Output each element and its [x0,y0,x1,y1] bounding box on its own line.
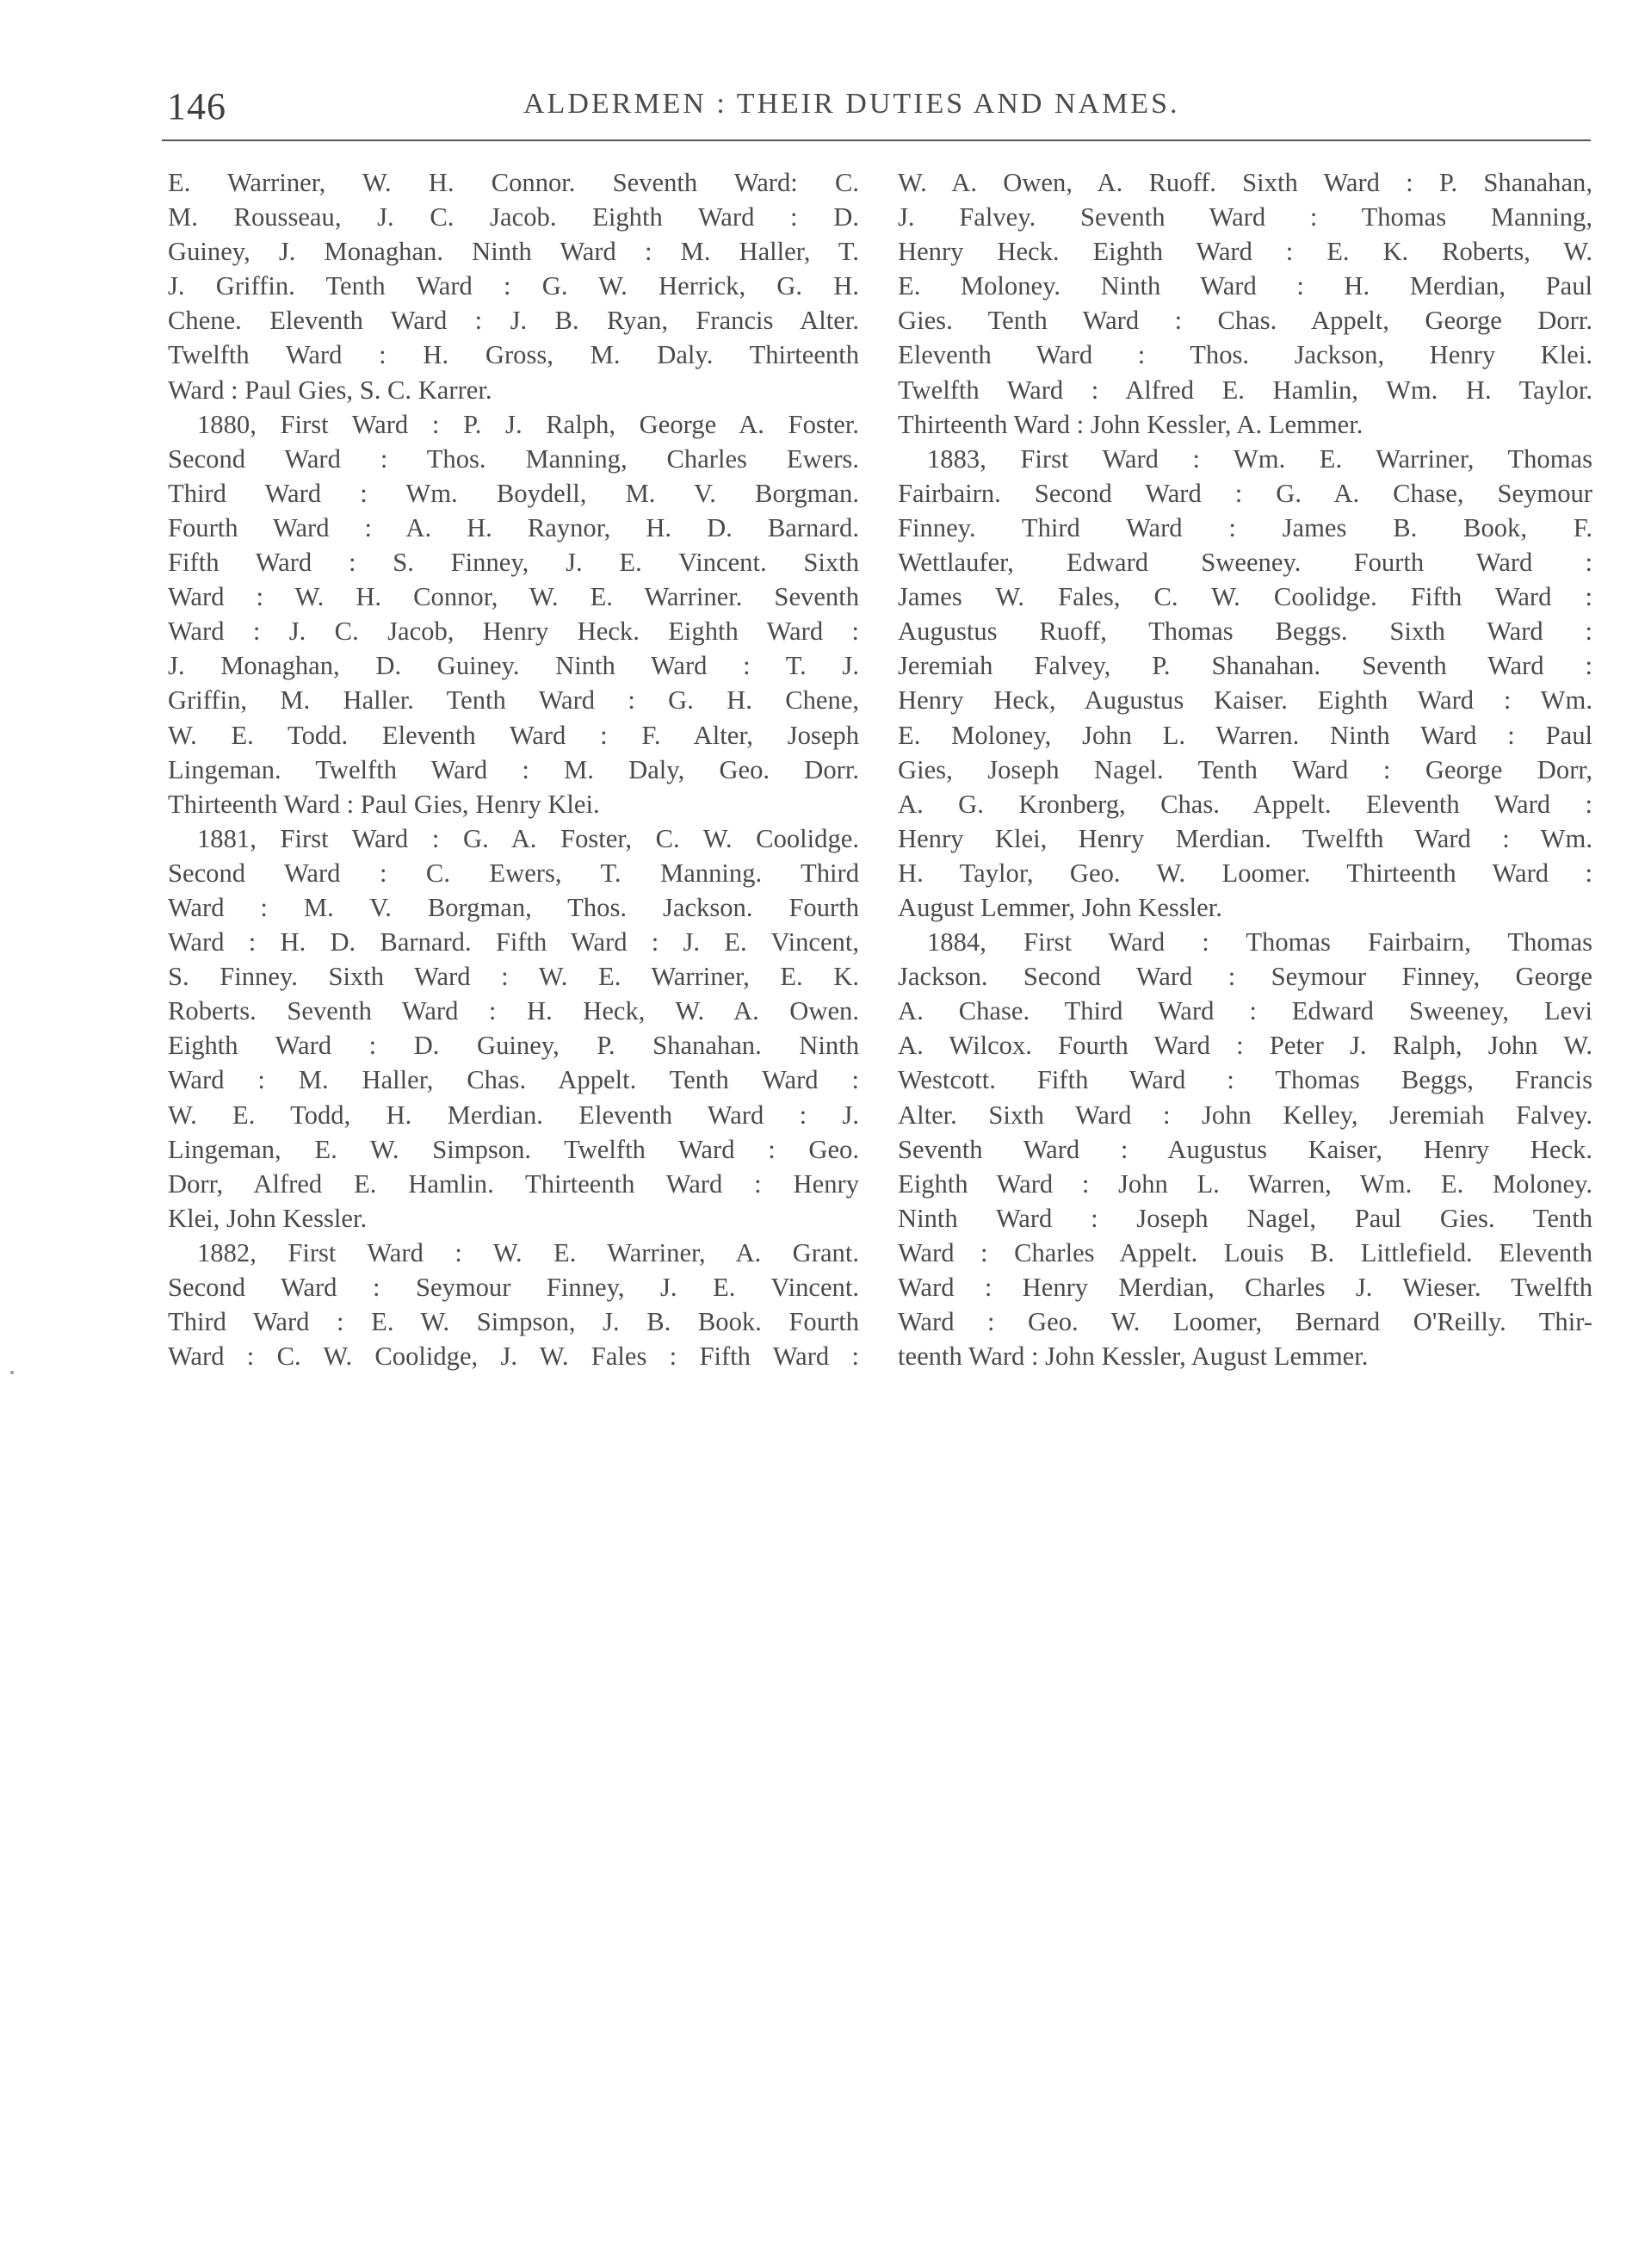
text-line: Ward : H. D. Barnard. Fifth Ward : J. E. Vincent, [168,927,859,957]
text-line: Augustus Ruoff, Thomas Beggs. Sixth Ward : [898,617,1592,647]
text-line: Ward : M. Haller, Chas. Appelt. Tenth Ward : [168,1065,859,1095]
text-line: Wettlaufer, Edward Sweeney. Fourth Ward : [898,548,1592,578]
text-line: Jeremiah Falvey, P. Shanahan. Seventh Ward : [898,651,1592,681]
text-line: Henry Heck, Augustus Kaiser. Eighth Ward : Wm. [898,685,1592,716]
text-line: Guiney, J. Monaghan. Ninth Ward : M. Haller, T. [168,237,859,267]
text-line: 1882, First Ward : W. E. Warriner, A. Grant. [197,1237,859,1267]
text-line: Ninth Ward : Joseph Nagel, Paul Gies. Tenth [898,1203,1592,1233]
text-line: Fourth Ward : A. H. Raynor, H. D. Barnard. [168,512,859,542]
paper-speck [10,1371,14,1374]
text-line: Lingeman. Twelfth Ward : M. Daly, Geo. Dorr. [168,754,859,784]
text-line: Klei, John Kessler. [168,1203,368,1233]
text-line: W. E. Todd, H. Merdian. Eleventh Ward : J. [168,1100,859,1130]
text-line: Westcott. Fifth Ward : Thomas Beggs, Francis [898,1065,1592,1095]
text-line: Thirteenth Ward : John Kessler, A. Lemmer. [898,409,1363,439]
text-line: J. Falvey. Seventh Ward : Thomas Manning, [898,202,1592,232]
text-line: Second Ward : Thos. Manning, Charles Ewers. [168,443,859,474]
text-line: A. Wilcox. Fourth Ward : Peter J. Ralph, John W. [898,1031,1592,1061]
text-line: Fairbairn. Second Ward : G. A. Chase, Seymour [898,478,1592,508]
text-line: Ward : Geo. W. Loomer, Bernard O'Reilly. Thir- [898,1307,1592,1337]
text-line: Ward : Charles Appelt. Louis B. Littlefield. Eleventh [898,1237,1592,1267]
text-line: Henry Heck. Eighth Ward : E. K. Roberts, W. [898,237,1592,267]
text-line: Roberts. Seventh Ward : H. Heck, W. A. Owen. [168,996,859,1026]
text-line: 1884, First Ward : Thomas Fairbairn, Thomas [927,927,1592,957]
text-line: Second Ward : C. Ewers, T. Manning. Third [168,858,859,888]
text-line: W. A. Owen, A. Ruoff. Sixth Ward : P. Shanahan, [898,168,1592,197]
text-line: Ward : Henry Merdian, Charles J. Wieser. Twelfth [898,1273,1592,1302]
text-line: Dorr, Alfred E. Hamlin. Thirteenth Ward : Henry [168,1168,859,1199]
text-line: J. Griffin. Tenth Ward : G. W. Herrick, G. H. [168,271,859,301]
text-line: Henry Klei, Henry Merdian. Twelfth Ward : Wm. [898,823,1592,853]
text-line: W. E. Todd. Eleventh Ward : F. Alter, Joseph [168,720,859,750]
text-line: Seventh Ward : Augustus Kaiser, Henry Heck. [898,1134,1592,1164]
text-line: Eighth Ward : D. Guiney, P. Shanahan. Ninth [168,1031,859,1061]
text-line: Eleventh Ward : Thos. Jackson, Henry Klei. [898,340,1592,370]
text-line: Ward : C. W. Coolidge, J. W. Fales : Fifth Ward : [168,1342,859,1372]
text-line: 1883, First Ward : Wm. E. Warriner, Thomas [927,443,1592,474]
text-line: E. Warriner, W. H. Connor. Seventh Ward: C. [168,168,859,197]
text-line: Lingeman, E. W. Simpson. Twelfth Ward : Geo. [168,1134,859,1164]
text-line: Eighth Ward : John L. Warren, Wm. E. Moloney. [898,1168,1592,1199]
text-line: teenth Ward : John Kessler, August Lemmer. [898,1342,1369,1372]
page-header [162,79,1591,139]
text-line: 1881, First Ward : G. A. Foster, C. W. Coolidge. [197,823,859,853]
text-line: Ward : J. C. Jacob, Henry Heck. Eighth Ward : [168,617,859,647]
text-line: August Lemmer, John Kessler. [898,892,1222,922]
text-line: M. Rousseau, J. C. Jacob. Eighth Ward : D. [168,202,859,232]
text-line: Ward : W. H. Connor, W. E. Warriner. Seventh [168,582,859,612]
text-line: Finney. Third Ward : James B. Book, F. [898,512,1592,542]
text-line: E. Moloney, John L. Warren. Ninth Ward : Paul [898,720,1592,750]
text-line: A. G. Kronberg, Chas. Appelt. Eleventh Ward : [898,789,1592,819]
text-line: H. Taylor, Geo. W. Loomer. Thirteenth Ward : [898,858,1592,888]
text-line: Gies. Tenth Ward : Chas. Appelt, George Dorr. [898,306,1592,336]
text-line: Second Ward : Seymour Finney, J. E. Vincent. [168,1273,859,1302]
text-line: James W. Fales, C. W. Coolidge. Fifth Ward : [898,582,1592,612]
text-line: Twelfth Ward : Alfred E. Hamlin, Wm. H. Taylor. [898,375,1592,405]
page-number: 146 [167,85,226,127]
text-line: J. Monaghan, D. Guiney. Ninth Ward : T. J. [168,651,859,681]
text-line: Thirteenth Ward : Paul Gies, Henry Klei. [168,789,600,819]
text-line: Ward : Paul Gies, S. C. Karrer. [168,375,492,405]
text-line: S. Finney. Sixth Ward : W. E. Warriner, E. K. [168,962,859,992]
text-line: E. Moloney. Ninth Ward : H. Merdian, Paul [898,271,1592,301]
running-title: ALDERMEN : THEIR DUTIES AND NAMES. [523,88,1180,120]
header-rule [162,139,1591,141]
left-column [168,165,859,1373]
text-line: Chene. Eleventh Ward : J. B. Ryan, Francis Alter. [168,306,859,336]
text-line: Twelfth Ward : H. Gross, M. Daly. Thirteenth [168,340,859,370]
text-line: Gies, Joseph Nagel. Tenth Ward : George Dorr, [898,754,1592,784]
text-line: Fifth Ward : S. Finney, J. E. Vincent. Sixth [168,548,859,578]
text-line: Third Ward : E. W. Simpson, J. B. Book. Fourth [168,1307,859,1337]
text-line: Alter. Sixth Ward : John Kelley, Jeremiah Falvey. [898,1100,1592,1130]
right-column [898,165,1592,1373]
text-line: Jackson. Second Ward : Seymour Finney, George [898,962,1592,992]
text-line: 1880, First Ward : P. J. Ralph, George A. Foster. [197,409,859,439]
text-line: Third Ward : Wm. Boydell, M. V. Borgman. [168,478,859,508]
text-line: Ward : M. V. Borgman, Thos. Jackson. Fourth [168,892,859,922]
text-line: Griffin, M. Haller. Tenth Ward : G. H. Chene, [168,685,859,716]
text-line: A. Chase. Third Ward : Edward Sweeney, Levi [898,996,1592,1026]
